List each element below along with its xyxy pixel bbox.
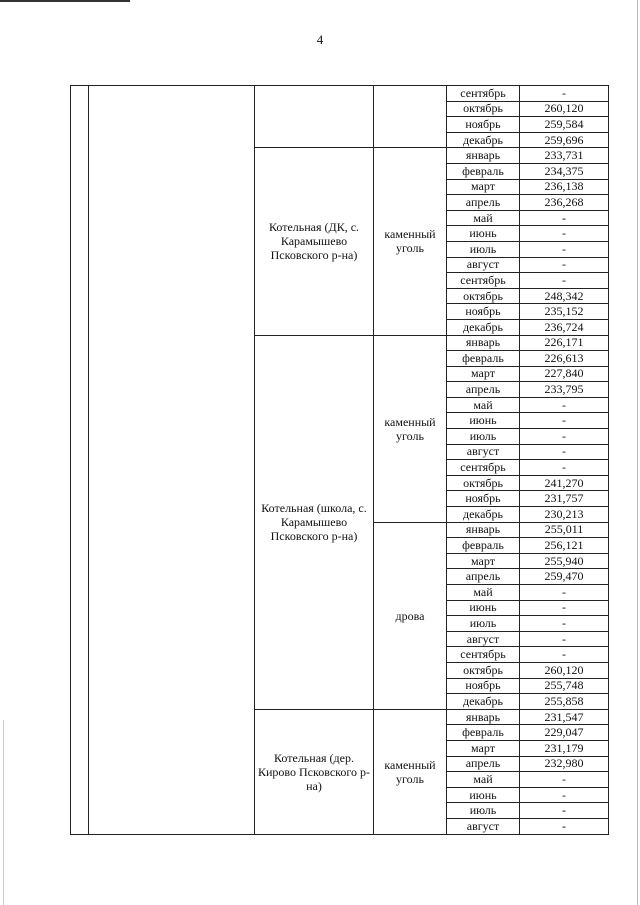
- month-cell: август: [447, 818, 520, 834]
- month-cell: июнь: [447, 226, 520, 242]
- value-cell: -: [520, 86, 609, 102]
- month-cell: ноябрь: [447, 304, 520, 320]
- value-cell: -: [520, 273, 609, 289]
- value-cell: -: [520, 787, 609, 803]
- value-cell: 259,470: [520, 569, 609, 585]
- value-cell: 248,342: [520, 288, 609, 304]
- value-cell: -: [520, 803, 609, 819]
- value-cell: 260,120: [520, 101, 609, 117]
- month-cell: сентябрь: [447, 460, 520, 476]
- month-cell: октябрь: [447, 288, 520, 304]
- table-body: [71, 86, 609, 835]
- month-cell: январь: [447, 148, 520, 164]
- month-cell: май: [447, 585, 520, 601]
- value-cell: -: [520, 647, 609, 663]
- month-cell: октябрь: [447, 662, 520, 678]
- value-cell: 236,724: [520, 319, 609, 335]
- value-cell: 231,179: [520, 740, 609, 756]
- month-cell: август: [447, 631, 520, 647]
- value-cell: -: [520, 257, 609, 273]
- scan-edge-left: [3, 720, 4, 905]
- value-cell: -: [520, 600, 609, 616]
- value-cell: 233,795: [520, 382, 609, 398]
- month-cell: ноябрь: [447, 491, 520, 507]
- top-rule: [0, 0, 130, 2]
- month-cell: июнь: [447, 600, 520, 616]
- name-column-cell: [89, 86, 255, 835]
- value-cell: 259,584: [520, 117, 609, 133]
- boiler-name-cell: Котельная (дер. Кирово Псковского р-на): [255, 709, 374, 834]
- value-cell: 226,171: [520, 335, 609, 351]
- fuel-consumption-table: [70, 85, 609, 835]
- month-cell: январь: [447, 335, 520, 351]
- fuel-type-cell: каменный уголь: [374, 335, 447, 522]
- value-cell: -: [520, 631, 609, 647]
- value-cell: 231,547: [520, 709, 609, 725]
- value-cell: 230,213: [520, 507, 609, 523]
- value-cell: 256,121: [520, 538, 609, 554]
- month-cell: июль: [447, 241, 520, 257]
- month-cell: сентябрь: [447, 273, 520, 289]
- month-cell: декабрь: [447, 132, 520, 148]
- number-column-cell: [71, 86, 89, 835]
- month-cell: август: [447, 257, 520, 273]
- value-cell: 231,757: [520, 491, 609, 507]
- value-cell: 255,858: [520, 694, 609, 710]
- month-cell: октябрь: [447, 475, 520, 491]
- value-cell: -: [520, 241, 609, 257]
- month-cell: декабрь: [447, 694, 520, 710]
- value-cell: 236,138: [520, 179, 609, 195]
- fuel-type-cell: каменный уголь: [374, 709, 447, 834]
- month-cell: август: [447, 444, 520, 460]
- page-number: 4: [316, 32, 324, 47]
- value-cell: 234,375: [520, 163, 609, 179]
- month-cell: апрель: [447, 195, 520, 211]
- value-cell: 241,270: [520, 475, 609, 491]
- month-cell: февраль: [447, 163, 520, 179]
- month-cell: январь: [447, 522, 520, 538]
- boiler-name-cell: [255, 86, 374, 148]
- value-cell: 233,731: [520, 148, 609, 164]
- value-cell: -: [520, 429, 609, 445]
- value-cell: 229,047: [520, 725, 609, 741]
- month-cell: май: [447, 772, 520, 788]
- month-cell: май: [447, 210, 520, 226]
- value-cell: -: [520, 585, 609, 601]
- value-cell: -: [520, 460, 609, 476]
- month-cell: июль: [447, 616, 520, 632]
- month-cell: февраль: [447, 538, 520, 554]
- month-cell: июнь: [447, 787, 520, 803]
- month-cell: апрель: [447, 382, 520, 398]
- month-cell: сентябрь: [447, 647, 520, 663]
- value-cell: -: [520, 226, 609, 242]
- value-cell: -: [520, 397, 609, 413]
- month-cell: январь: [447, 709, 520, 725]
- month-cell: февраль: [447, 725, 520, 741]
- month-cell: ноябрь: [447, 117, 520, 133]
- value-cell: -: [520, 616, 609, 632]
- month-cell: декабрь: [447, 507, 520, 523]
- month-cell: март: [447, 553, 520, 569]
- boiler-name-cell: Котельная (ДК, с. Карамышево Псковского р-на): [255, 148, 374, 335]
- month-cell: июнь: [447, 413, 520, 429]
- month-cell: сентябрь: [447, 86, 520, 102]
- value-cell: 255,748: [520, 678, 609, 694]
- fuel-type-cell: дрова: [374, 522, 447, 709]
- month-cell: ноябрь: [447, 678, 520, 694]
- month-cell: март: [447, 179, 520, 195]
- month-cell: март: [447, 366, 520, 382]
- fuel-type-cell: [374, 86, 447, 148]
- value-cell: -: [520, 772, 609, 788]
- month-cell: апрель: [447, 756, 520, 772]
- table-row: [71, 86, 609, 102]
- value-cell: 232,980: [520, 756, 609, 772]
- value-cell: 255,011: [520, 522, 609, 538]
- value-cell: 227,840: [520, 366, 609, 382]
- value-cell: -: [520, 413, 609, 429]
- value-cell: 236,268: [520, 195, 609, 211]
- value-cell: 226,613: [520, 351, 609, 367]
- month-cell: июль: [447, 429, 520, 445]
- value-cell: -: [520, 444, 609, 460]
- month-cell: март: [447, 740, 520, 756]
- value-cell: 255,940: [520, 553, 609, 569]
- month-cell: апрель: [447, 569, 520, 585]
- month-cell: май: [447, 397, 520, 413]
- value-cell: 259,696: [520, 132, 609, 148]
- month-cell: декабрь: [447, 319, 520, 335]
- value-cell: -: [520, 210, 609, 226]
- boiler-name-cell: Котельная (школа, с. Карамышево Псковского р-на): [255, 335, 374, 709]
- fuel-type-cell: каменный уголь: [374, 148, 447, 335]
- value-cell: 235,152: [520, 304, 609, 320]
- month-cell: июль: [447, 803, 520, 819]
- value-cell: 260,120: [520, 662, 609, 678]
- month-cell: февраль: [447, 351, 520, 367]
- scan-edge-right: [637, 0, 638, 905]
- value-cell: -: [520, 818, 609, 834]
- month-cell: октябрь: [447, 101, 520, 117]
